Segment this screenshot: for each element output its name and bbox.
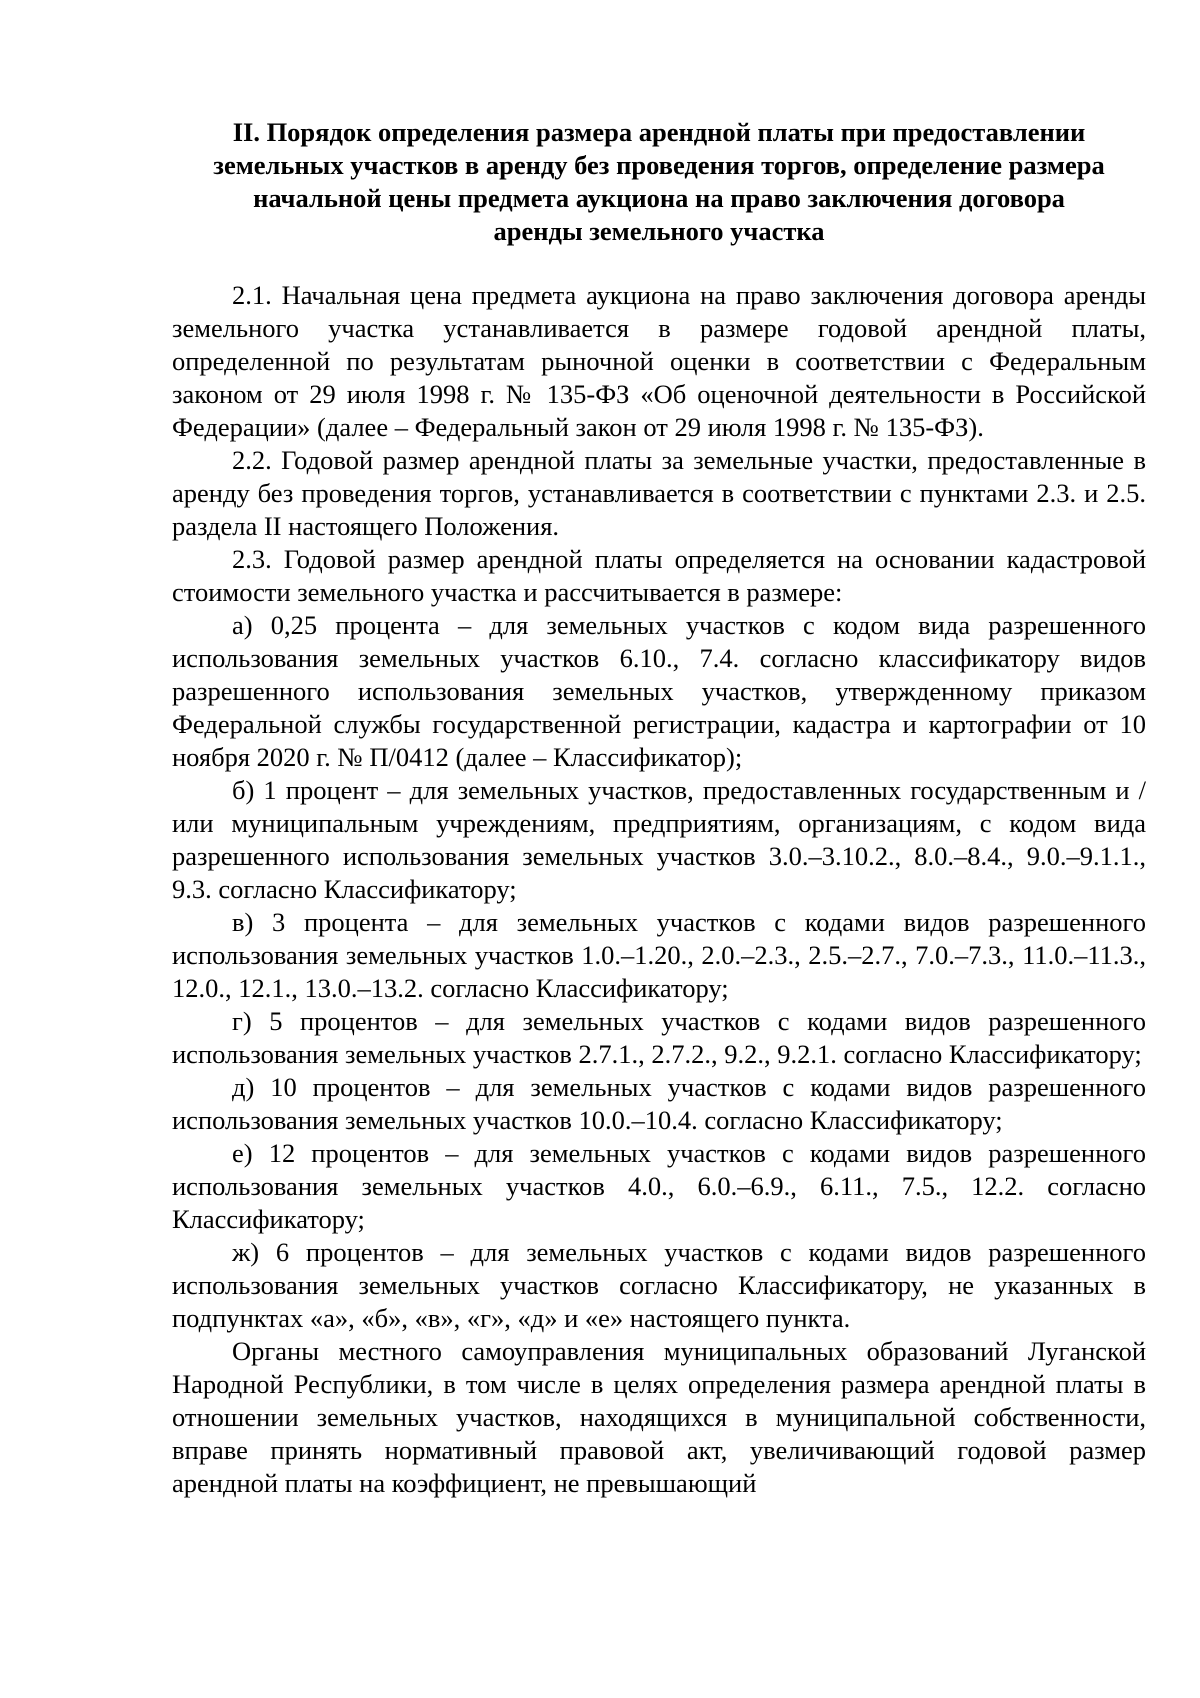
- subitem-b: б) 1 процент – для земельных участков, предоставленных государственным и / или муниципальным учреждениям, предприятиям, организациям, с кодом вида разрешенного использования земельных участков 3.0.–3.10.2., 8.0.–8.4., 9.0.–9.1.1., 9.3. согласно Классификатору;: [172, 775, 1146, 904]
- subitem-a: а) 0,25 процента – для земельных участков с кодом вида разрешенного использования земельных участков 6.10., 7.4. согласно классификатору видов разрешенного использования земельных участков, утвержденному приказом Федеральной службы государственной регистрации, кадастра и картографии от 10 ноября 2020 г. № П/0412 (далее – Классификатор);: [172, 610, 1146, 772]
- subitem-d: д) 10 процентов – для земельных участков с кодами видов разрешенного использования земельных участков 10.0.–10.4. согласно Классификатору;: [172, 1072, 1146, 1135]
- heading-line: аренды земельного участка: [493, 216, 825, 246]
- subitem-zh: ж) 6 процентов – для земельных участков с кодами видов разрешенного использования земельных участков согласно Классификатору, не указанных в подпунктах «а», «б», «в», «г», «д» и «е» настоящего пункта.: [172, 1237, 1146, 1333]
- paragraph-2-2: 2.2. Годовой размер арендной платы за земельные участки, предоставленные в аренду без проведения торгов, устанавливается в соответствии с пунктами 2.3. и 2.5. раздела II настоящего Положения.: [172, 445, 1146, 541]
- document-page: [172, 116, 1146, 1500]
- subitem-v: в) 3 процента – для земельных участков с кодами видов разрешенного использования земельных участков 1.0.–1.20., 2.0.–2.3., 2.5.–2.7., 7.0.–7.3., 11.0.–11.3., 12.0., 12.1., 13.0.–13.2. согласно Классификатору;: [172, 907, 1146, 1003]
- heading-line: II. Порядок определения размера арендной платы при предоставлении: [232, 117, 1086, 147]
- subitem-e: е) 12 процентов – для земельных участков с кодами видов разрешенного использования земельных участков 4.0., 6.0.–6.9., 6.11., 7.5., 12.2. согласно Классификатору;: [172, 1138, 1146, 1234]
- paragraph-2-3: 2.3. Годовой размер арендной платы определяется на основании кадастровой стоимости земельного участка и рассчитывается в размере:: [172, 544, 1146, 607]
- subitem-g: г) 5 процентов – для земельных участков с кодами видов разрешенного использования земельных участков 2.7.1., 2.7.2., 9.2., 9.2.1. согласно Классификатору;: [172, 1006, 1146, 1069]
- section-heading: [172, 116, 1146, 248]
- paragraph-2-1: 2.1. Начальная цена предмета аукциона на право заключения договора аренды земельного участка устанавливается в размере годовой арендной платы, определенной по результатам рыночной оценки в соответствии с Федеральным законом от 29 июля 1998 г. № 135-ФЗ «Об оценочной деятельности в Российской Федерации» (далее – Федеральный закон от 29 июля 1998 г. № 135-ФЗ).: [172, 280, 1146, 442]
- paragraph-local-authorities: Органы местного самоуправления муниципальных образований Луганской Народной Республики, в том числе в целях определения размера арендной платы в отношении земельных участков, находящихся в муниципальной собственности, вправе принять нормативный правовой акт, увеличивающий годовой размер арендной платы на коэффициент, не превышающий: [172, 1336, 1146, 1498]
- heading-line: земельных участков в аренду без проведения торгов, определение размера: [213, 150, 1105, 180]
- heading-line: начальной цены предмета аукциона на право заключения договора: [253, 183, 1065, 213]
